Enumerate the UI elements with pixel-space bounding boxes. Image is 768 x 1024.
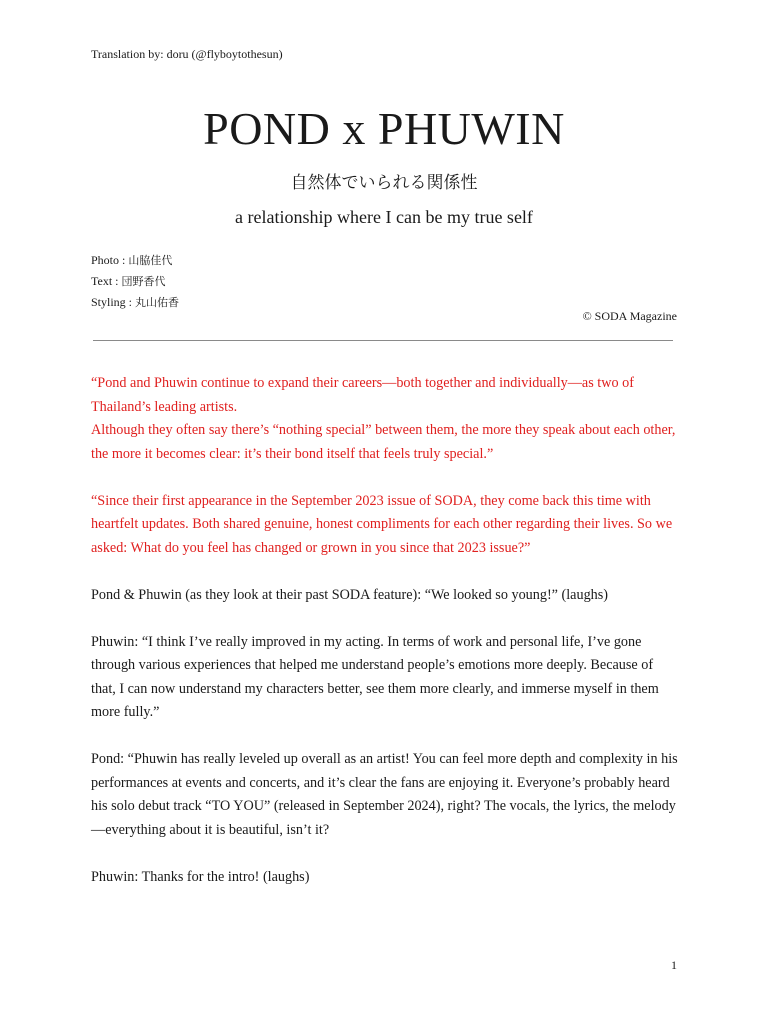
divider (93, 340, 673, 341)
credit-label: Styling : (91, 295, 136, 309)
credit-value: 団野香代 (121, 275, 166, 288)
credit-photo (91, 250, 179, 271)
intro-line: “Pond and Phuwin continue to expand their careers—both together and individually—as two of Thailand’s leading artists. (91, 375, 634, 415)
copyright-notice: © SODA Magazine (582, 309, 677, 323)
intro-question: “Since their first appearance in the September 2023 issue of SODA, they come back this time with heartfelt updates. Both shared genuine, honest compliments for each other regarding their lives. So we asked: What do you feel has changed or grown in you since that 2023 issue?” (91, 492, 673, 556)
dialogue-paragraph: Phuwin: “I think I’ve really improved in my acting. In terms of work and personal life, I’ve gone through various experiences that helped me understand people’s emotions more deeply. Because of that, I can now understand my characters better, see them more clearly, and immerse myself in them more fully.” (91, 633, 659, 720)
intro-paragraph (91, 372, 681, 466)
credits-block (91, 250, 179, 313)
credit-value: 山脇佳代 (128, 254, 173, 267)
credit-text (91, 271, 179, 292)
translation-credit: Translation by: doru (@flyboytothesun) (91, 47, 283, 61)
credit-value: 丸山佑香 (135, 296, 180, 309)
credit-label: Photo : (91, 253, 129, 267)
japanese-subtitle: 自然体でいられる関係性 (290, 173, 478, 193)
credit-label: Text : (91, 274, 122, 288)
credit-styling (91, 292, 179, 313)
dialogue-paragraph: Pond: “Phuwin has really leveled up overall as an artist! You can feel more depth and complexity in his performances at events and concerts, and it’s clear the fans are enjoying it. Everyone’s probably heard his solo debut track “TO YOU” (released in September 2024), right? The vocals, the lyrics, the melody—everything about it is beautiful, isn’t it? (91, 751, 678, 838)
article-body (91, 372, 681, 913)
article-title: POND x PHUWIN (203, 103, 565, 154)
page-number: 1 (671, 958, 677, 972)
english-subtitle: a relationship where I can be my true self (235, 207, 533, 227)
dialogue-paragraph: Pond & Phuwin (as they look at their past SODA feature): “We looked so young!” (laughs) (91, 586, 608, 603)
intro-line: Although they often say there’s “nothing special” between them, the more they speak about each other, the more it becomes clear: it’s their bond itself that feels truly special.” (91, 422, 676, 462)
dialogue-paragraph: Phuwin: Thanks for the intro! (laughs) (91, 868, 310, 885)
